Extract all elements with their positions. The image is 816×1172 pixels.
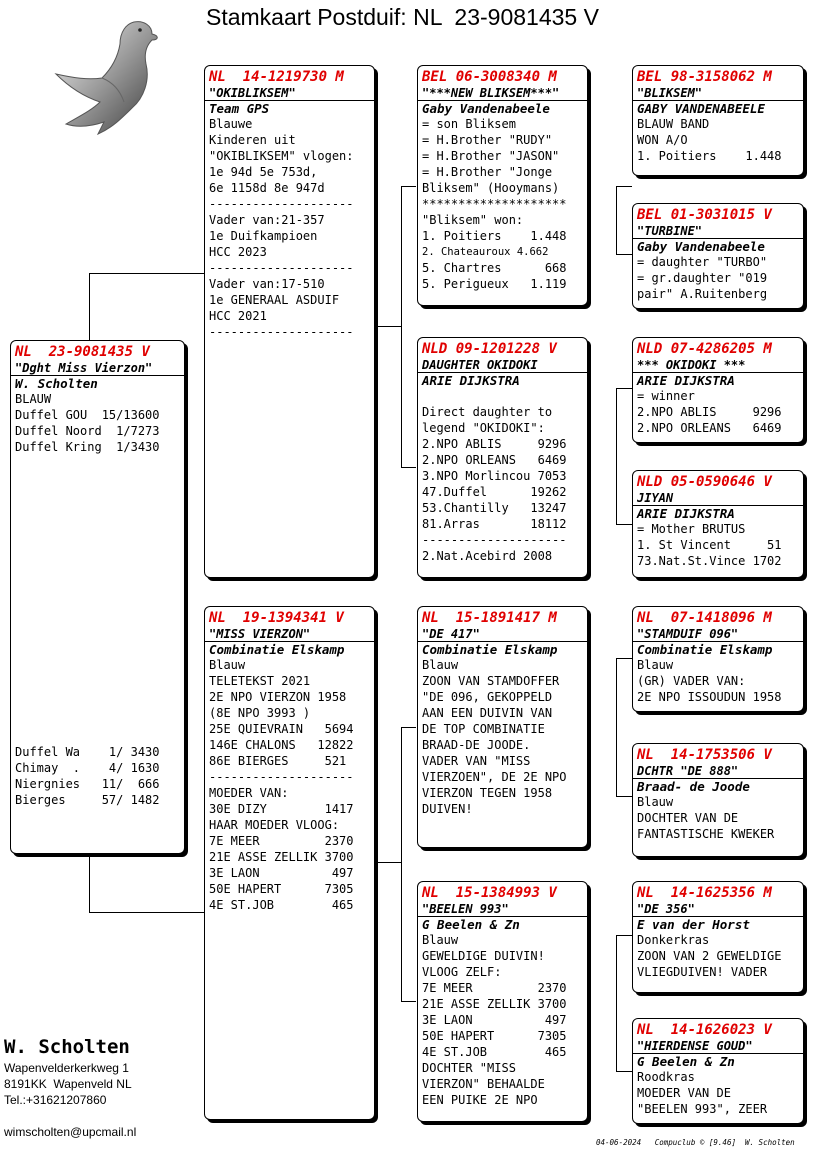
pigeon-name: DAUGHTER OKIDOKI bbox=[418, 358, 587, 373]
pedigree-card-subject bbox=[10, 340, 185, 854]
connector-line bbox=[401, 727, 416, 728]
info-line: 6e 1158d 8e 947d bbox=[209, 181, 325, 195]
pigeon-name: "Dght Miss Vierzon" bbox=[11, 361, 184, 376]
breeder-name: Team GPS bbox=[209, 101, 270, 116]
info-line: 1e GENERAAL ASDUIF bbox=[209, 293, 340, 307]
info-line: = Mother BRUTUS bbox=[637, 522, 746, 536]
info-line: ******************** bbox=[422, 197, 567, 211]
info-line: 81.Arras 18112 bbox=[422, 517, 567, 531]
info-line: Blauw bbox=[209, 658, 246, 672]
info-line: Blauw bbox=[637, 795, 674, 809]
info-line: Duffel Kring 1/3430 bbox=[15, 440, 160, 454]
info-line: ZOON VAN 2 GEWELDIGE bbox=[637, 949, 782, 963]
info-line: 4E ST.JOB 465 bbox=[422, 1045, 567, 1059]
info-line: 2E NPO VIERZON 1958 bbox=[209, 690, 347, 704]
info-line: BLAUW BAND bbox=[637, 117, 710, 131]
info-line: 1. Poitiers 1.448 bbox=[422, 229, 567, 243]
address-line: Tel.:+31621207860 bbox=[4, 1093, 107, 1107]
pigeon-name: "OKIBLIKSEM" bbox=[205, 86, 374, 101]
info-line: 21E ASSE ZELLIK 3700 bbox=[209, 850, 354, 864]
ring-number: NL 14-1753506 V bbox=[637, 747, 772, 763]
info-line: = winner bbox=[637, 389, 695, 403]
info-line: (8E NPO 3993 ) bbox=[209, 706, 311, 720]
connector-line bbox=[401, 1001, 416, 1002]
address-line: 8191KK Wapenveld NL bbox=[4, 1077, 132, 1091]
info-line: Duffel Wa 1/ 3430 bbox=[15, 745, 160, 759]
ring-number: NLD 07-4286205 M bbox=[637, 341, 772, 357]
info-line: DUIVEN! bbox=[422, 802, 473, 816]
breeder-name: Gaby Vandenabeele bbox=[637, 239, 765, 254]
info-line: Vader van:21-357 bbox=[209, 213, 325, 227]
connector-line bbox=[401, 727, 402, 1001]
info-line: -------------------- bbox=[209, 770, 354, 784]
breeder-name: Combinatie Elskamp bbox=[637, 642, 773, 657]
pedigree-card-father bbox=[204, 65, 375, 578]
info-line: 30E DIZY 1417 bbox=[209, 802, 354, 816]
info-line: HAAR MOEDER VLOOG: bbox=[209, 818, 340, 832]
ring-number: BEL 01-3031015 V bbox=[637, 207, 772, 223]
ring-number: NL 15-1891417 M bbox=[422, 610, 557, 626]
connector-line bbox=[376, 326, 401, 327]
pedigree-card-father-father bbox=[417, 65, 588, 306]
info-line: "OKIBLIKSEM" vlogen: bbox=[209, 149, 354, 163]
info-line: VIERZON" BEHAALDE bbox=[422, 1077, 545, 1091]
info-line: = gr.daughter "019 bbox=[637, 271, 768, 285]
info-line: 73.Nat.St.Vince 1702 bbox=[637, 554, 782, 568]
info-line: 1. St Vincent 51 bbox=[637, 538, 782, 552]
pedigree-card-ffm bbox=[632, 203, 804, 309]
pigeon-name: "***NEW BLIKSEM***" bbox=[418, 86, 587, 101]
ring-number: NLD 09-1201228 V bbox=[422, 341, 557, 357]
connector-line bbox=[616, 658, 632, 659]
info-line: 3E LAON 497 bbox=[422, 1013, 567, 1027]
info-line: legend "OKIDOKI": bbox=[422, 421, 545, 435]
info-line: 2.NPO ABLIS 9296 bbox=[422, 437, 567, 451]
info-line: 3E LAON 497 bbox=[209, 866, 354, 880]
pigeon-name: "TURBINE" bbox=[633, 224, 803, 239]
ring-number: NL 07-1418096 M bbox=[637, 610, 772, 626]
info-line: "DE 096, GEKOPPELD bbox=[422, 690, 553, 704]
connector-line bbox=[89, 273, 90, 341]
info-line: 2.NPO ORLEANS 6469 bbox=[637, 421, 782, 435]
connector-line bbox=[616, 935, 617, 1071]
info-line: DOCHTER VAN DE bbox=[637, 811, 739, 825]
info-line: = son Bliksem bbox=[422, 117, 516, 131]
pigeon-name: DCHTR "DE 888" bbox=[633, 764, 803, 779]
pigeon-name: *** OKIDOKI *** bbox=[633, 358, 803, 373]
info-line: VIERZON TEGEN 1958 bbox=[422, 786, 553, 800]
info-line: 7E MEER 2370 bbox=[209, 834, 354, 848]
pigeon-name: "HIERDENSE GOUD" bbox=[633, 1039, 803, 1054]
connector-line bbox=[89, 273, 204, 274]
breeder-name: Combinatie Elskamp bbox=[422, 642, 558, 657]
pedigree-card-fmf bbox=[632, 337, 804, 443]
pigeon-name: JIYAN bbox=[633, 491, 803, 506]
info-line bbox=[422, 388, 585, 404]
info-line: 21E ASSE ZELLIK 3700 bbox=[422, 997, 567, 1011]
breeder-name: G Beelen & Zn bbox=[422, 917, 520, 932]
info-line: 2.NPO ORLEANS 6469 bbox=[422, 453, 567, 467]
info-line: Blauw bbox=[422, 658, 459, 672]
info-line: DOCHTER "MISS bbox=[422, 1061, 516, 1075]
info-line: -------------------- bbox=[209, 325, 354, 339]
print-info: 04-06-2024 Compuclub © [9.46] W. Scholten bbox=[596, 1138, 795, 1147]
info-line: 146E CHALONS 12822 bbox=[209, 738, 354, 752]
pigeon-logo-icon bbox=[48, 16, 166, 138]
info-line: -------------------- bbox=[209, 261, 354, 275]
info-line: GEWELDIGE DUIVIN! bbox=[422, 949, 545, 963]
connector-line bbox=[616, 186, 632, 187]
pedigree-card-mmm bbox=[632, 1018, 804, 1124]
pedigree-card-mff bbox=[632, 606, 804, 712]
info-line: Kinderen uit bbox=[209, 133, 296, 147]
pedigree-card-fff bbox=[632, 65, 804, 176]
breeder-name: ARIE DIJKSTRA bbox=[637, 373, 735, 388]
info-line: MOEDER VAN: bbox=[209, 786, 289, 800]
pedigree-card-mother-mother bbox=[417, 881, 588, 1122]
info-line: 2.Nat.Acebird 2008 bbox=[422, 549, 553, 563]
info-line: 86E BIERGES 521 bbox=[209, 754, 347, 768]
breeder-name: E van der Horst bbox=[637, 917, 750, 932]
connector-line bbox=[616, 796, 632, 797]
owner-email: wimscholten@upcmail.nl bbox=[4, 1125, 137, 1139]
info-line: 53.Chantilly 13247 bbox=[422, 501, 567, 515]
info-line: pair" A.Ruitenberg bbox=[637, 287, 768, 301]
info-line: Bierges 57/ 1482 bbox=[15, 793, 160, 807]
info-line: 5. Chartres 668 bbox=[422, 261, 567, 275]
info-line: 50E HAPERT 7305 bbox=[209, 882, 354, 896]
ring-number: NLD 05-0590646 V bbox=[637, 474, 772, 490]
info-line: Duffel GOU 15/13600 bbox=[15, 408, 160, 422]
info-line: VLIEGDUIVEN! VADER bbox=[637, 965, 768, 979]
info-line: = H.Brother "Jonge bbox=[422, 165, 553, 179]
info-line: HCC 2023 bbox=[209, 245, 267, 259]
info-line: 50E HAPERT 7305 bbox=[422, 1029, 567, 1043]
connector-line bbox=[616, 388, 617, 524]
info-line: Chimay . 4/ 1630 bbox=[15, 761, 160, 775]
connector-line bbox=[401, 186, 402, 467]
ring-number: NL 19-1394341 V bbox=[209, 610, 344, 626]
info-line: 47.Duffel 19262 bbox=[422, 485, 567, 499]
pedigree-card-mfm bbox=[632, 743, 804, 857]
info-line: AAN EEN DUIVIN VAN bbox=[422, 706, 553, 720]
owner-address bbox=[4, 1060, 132, 1108]
info-line: Direct daughter to bbox=[422, 405, 553, 419]
info-line: Roodkras bbox=[637, 1070, 695, 1084]
info-line: "Bliksem" won: bbox=[422, 213, 524, 227]
breeder-name: W. Scholten bbox=[15, 376, 98, 391]
breeder-name: ARIE DIJKSTRA bbox=[422, 373, 520, 388]
pigeon-name: "MISS VIERZON" bbox=[205, 627, 374, 642]
connector-line bbox=[616, 1071, 632, 1072]
owner-name: W. Scholten bbox=[4, 1036, 130, 1058]
info-line: 25E QUIEVRAIN 5694 bbox=[209, 722, 354, 736]
breeder-name: Braad- de Joode bbox=[637, 779, 750, 794]
connector-line bbox=[616, 388, 632, 389]
info-line: Vader van:17-510 bbox=[209, 277, 325, 291]
pigeon-name: "DE 417" bbox=[418, 627, 587, 642]
ring-number: NL 15-1384993 V bbox=[422, 885, 557, 901]
info-line: Duffel Noord 1/7273 bbox=[15, 424, 160, 438]
ring-number: BEL 06-3008340 M bbox=[422, 69, 557, 85]
breeder-name: Combinatie Elskamp bbox=[209, 642, 345, 657]
info-line: 2.NPO ABLIS 9296 bbox=[637, 405, 782, 419]
info-line: VADER VAN "MISS bbox=[422, 754, 531, 768]
info-line: (GR) VADER VAN: bbox=[637, 674, 746, 688]
info-line: = H.Brother "RUDY" bbox=[422, 133, 553, 147]
page-title: Stamkaart Postduif: NL 23-9081435 V bbox=[206, 4, 599, 30]
connector-line bbox=[616, 254, 632, 255]
breeder-name: GABY VANDENABEELE bbox=[637, 101, 765, 116]
info-line: VIERZOEN", DE 2E NPO bbox=[422, 770, 567, 784]
info-line: -------------------- bbox=[422, 533, 567, 547]
info-line: 1. Poitiers 1.448 bbox=[637, 149, 782, 163]
info-line: WON A/O bbox=[637, 133, 688, 147]
info-line: FANTASTISCHE KWEKER bbox=[637, 827, 775, 841]
info-line: Donkerkras bbox=[637, 933, 710, 947]
info-line: Bliksem" (Hooymans) bbox=[422, 181, 560, 195]
connector-line bbox=[89, 857, 90, 912]
connector-line bbox=[376, 862, 401, 863]
breeder-name: G Beelen & Zn bbox=[637, 1054, 735, 1069]
info-line: = daughter "TURBO" bbox=[637, 255, 768, 269]
address-line: Wapenvelderkerkweg 1 bbox=[4, 1061, 129, 1075]
info-line: ZOON VAN STAMDOFFER bbox=[422, 674, 560, 688]
connector-line bbox=[616, 186, 617, 254]
breeder-name: Gaby Vandenabeele bbox=[422, 101, 550, 116]
info-line: DE TOP COMBINATIE bbox=[422, 722, 545, 736]
info-line: Blauw bbox=[422, 933, 459, 947]
ring-number: NL 14-1626023 V bbox=[637, 1022, 772, 1038]
info-line: = H.Brother "JASON" bbox=[422, 149, 560, 163]
info-line: 3.NPO Morlincou 7053 bbox=[422, 469, 567, 483]
ring-number: NL 14-1625356 M bbox=[637, 885, 772, 901]
info-line: EEN PUIKE 2E NPO bbox=[422, 1093, 538, 1107]
info-line: 5. Perigueux 1.119 bbox=[422, 277, 567, 291]
pigeon-name: "BEELEN 993" bbox=[418, 902, 587, 917]
pedigree-card-mother-father bbox=[417, 606, 588, 848]
info-line: Niergnies 11/ 666 bbox=[15, 777, 160, 791]
connector-line bbox=[616, 935, 632, 936]
info-line: 7E MEER 2370 bbox=[422, 981, 567, 995]
pedigree-card-mmf bbox=[632, 881, 804, 993]
ring-number: BEL 98-3158062 M bbox=[637, 69, 772, 85]
info-line: Blauwe bbox=[209, 117, 253, 131]
pedigree-card-father-mother bbox=[417, 337, 588, 578]
info-line: -------------------- bbox=[209, 197, 354, 211]
info-line: 4E ST.JOB 465 bbox=[209, 898, 354, 912]
info-line: MOEDER VAN DE bbox=[637, 1086, 731, 1100]
connector-line bbox=[616, 658, 617, 796]
connector-line bbox=[616, 524, 632, 525]
info-line: 1e Duifkampioen bbox=[209, 229, 318, 243]
ring-number: NL 23-9081435 V bbox=[15, 344, 150, 360]
info-line: 2E NPO ISSOUDUN 1958 bbox=[637, 690, 782, 704]
info-line: 1e 94d 5e 753d, bbox=[209, 165, 318, 179]
connector-line bbox=[401, 186, 416, 187]
info-line: "BEELEN 993", ZEER bbox=[637, 1102, 768, 1116]
info-line: HCC 2021 bbox=[209, 309, 267, 323]
connector-line bbox=[89, 912, 204, 913]
info-line: Blauw bbox=[637, 658, 674, 672]
connector-line bbox=[401, 467, 416, 468]
info-line: BRAAD-DE JOODE. bbox=[422, 738, 531, 752]
pigeon-name: "STAMDUIF 096" bbox=[633, 627, 803, 642]
pigeon-name: "BLIKSEM" bbox=[633, 86, 803, 101]
ring-number: NL 14-1219730 M bbox=[209, 69, 344, 85]
info-line: BLAUW bbox=[15, 392, 52, 406]
breeder-name: ARIE DIJKSTRA bbox=[637, 506, 735, 521]
pedigree-card-mother bbox=[204, 606, 375, 1120]
pedigree-card-fmm bbox=[632, 470, 804, 578]
info-line: 2. Chateauroux 4.662 bbox=[422, 246, 549, 258]
info-line: VLOOG ZELF: bbox=[422, 965, 502, 979]
info-line: TELETEKST 2021 bbox=[209, 674, 311, 688]
pigeon-name: "DE 356" bbox=[633, 902, 803, 917]
